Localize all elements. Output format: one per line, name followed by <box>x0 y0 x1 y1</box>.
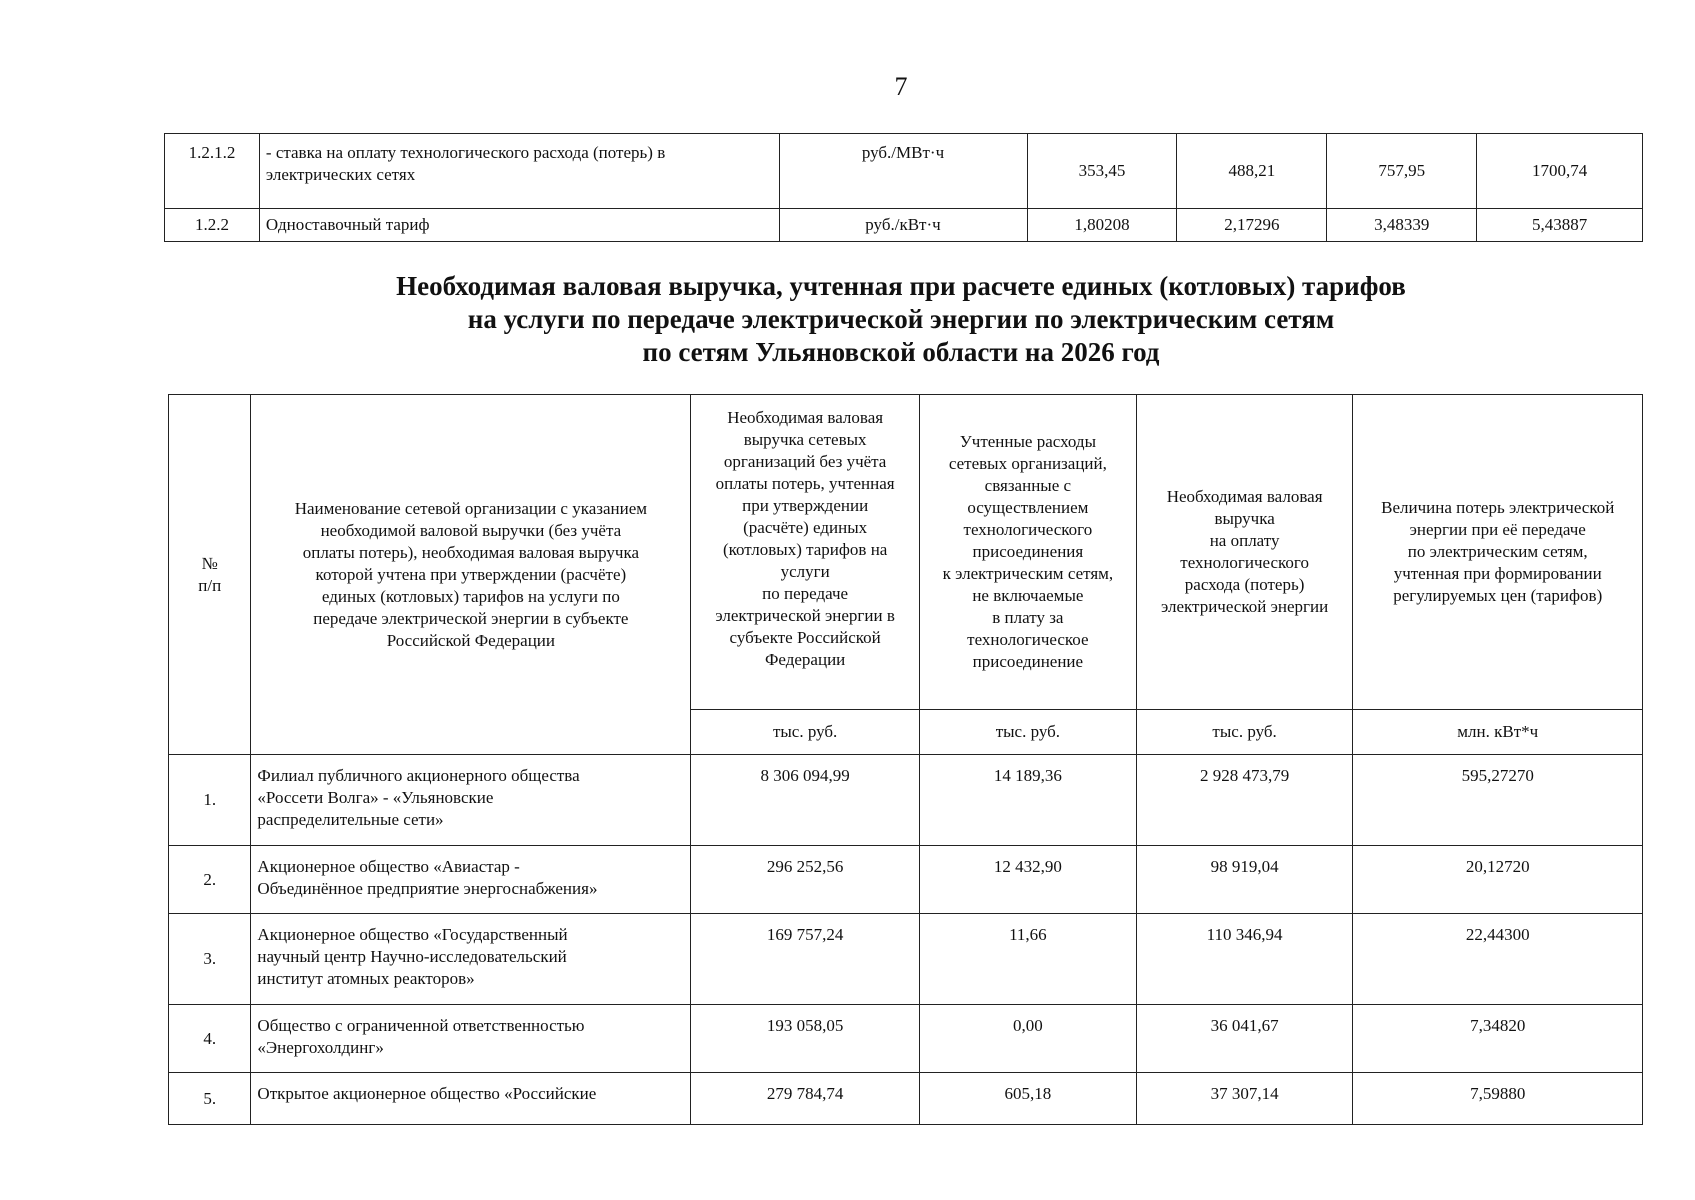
revenue-table <box>168 394 1643 1125</box>
cell-value: 14 189,36 <box>919 755 1136 846</box>
row-code: 1.2.1.2 <box>165 134 260 209</box>
unit-label: тыс. руб. <box>919 710 1136 755</box>
row-name-line: электрических сетях <box>265 165 416 184</box>
header-organization-name: Наименование сетевой организации с указанием необходимой валовой выручки (без учёта оплаты потерь), необходимая валовая выручка которой учтена при утверждении (расчёте) единых (котловых) тарифов на услуги по передаче электрической энергии в субъекте Российской Федерации <box>251 395 691 755</box>
cell-value: 193 058,05 <box>691 1005 920 1073</box>
row-value: 488,21 <box>1177 134 1327 209</box>
unit-label: тыс. руб. <box>691 710 920 755</box>
table-row <box>169 1073 1643 1125</box>
row-number: 3. <box>169 914 251 1005</box>
table-row <box>169 755 1643 846</box>
cell-value: 7,34820 <box>1353 1005 1643 1073</box>
cell-value: 36 041,67 <box>1136 1005 1353 1073</box>
title-line: на услуги по передаче электрической энергии по электрическим сетям <box>467 304 1335 334</box>
row-value: 1,80208 <box>1027 209 1177 242</box>
row-value: 5,43887 <box>1477 209 1643 242</box>
cell-value: 22,44300 <box>1353 914 1643 1005</box>
row-name-line: - ставка на оплату технологического расхода (потерь) в <box>265 143 666 162</box>
organization-name: Общество с ограниченной ответственностью «Энергохолдинг» <box>251 1005 691 1073</box>
table-row <box>169 846 1643 914</box>
tariff-row <box>165 134 1643 209</box>
row-name-line: Одноставочный тариф <box>265 215 430 234</box>
cell-value: 12 432,90 <box>919 846 1136 914</box>
cell-value: 595,27270 <box>1353 755 1643 846</box>
cell-value: 605,18 <box>919 1073 1136 1125</box>
row-name <box>259 134 779 209</box>
header-connection-expenses: Учтенные расходы сетевых организаций, связанные с осуществлением технологического присоединения к электрическим сетям, не включаемые в плату за технологическое присоединение <box>919 395 1136 710</box>
title-line: по сетям Ульяновской области на 2026 год <box>642 337 1160 367</box>
row-value: 757,95 <box>1327 134 1477 209</box>
row-number: 1. <box>169 755 251 846</box>
organization-name: Акционерное общество «Государственный научный центр Научно-исследовательский институт атомных реакторов» <box>251 914 691 1005</box>
cell-value: 110 346,94 <box>1136 914 1353 1005</box>
table-row <box>169 914 1643 1005</box>
cell-value: 8 306 094,99 <box>691 755 920 846</box>
cell-value: 98 919,04 <box>1136 846 1353 914</box>
header-number: № п/п <box>169 395 251 755</box>
row-value: 3,48339 <box>1327 209 1477 242</box>
header-revenue-without-losses: Необходимая валовая выручка сетевых организаций без учёта оплаты потерь, учтенная при утверждении (расчёте) единых (котловых) тарифов на услуги по передаче электрической энергии в субъекте Российской Федерации <box>691 395 920 710</box>
cell-value: 169 757,24 <box>691 914 920 1005</box>
tariff-row <box>165 209 1643 242</box>
cell-value: 296 252,56 <box>691 846 920 914</box>
unit-label: млн. кВт*ч <box>1353 710 1643 755</box>
row-number: 4. <box>169 1005 251 1073</box>
cell-value: 0,00 <box>919 1005 1136 1073</box>
cell-value: 279 784,74 <box>691 1073 920 1125</box>
tariff-table <box>164 133 1643 242</box>
cell-value: 7,59880 <box>1353 1073 1643 1125</box>
cell-value: 20,12720 <box>1353 846 1643 914</box>
header-losses-revenue: Необходимая валовая выручка на оплату технологического расхода (потерь) электрической энергии <box>1136 395 1353 710</box>
row-name <box>259 209 779 242</box>
cell-value: 37 307,14 <box>1136 1073 1353 1125</box>
header-row <box>169 395 1643 710</box>
section-title <box>0 270 1695 369</box>
title-line: Необходимая валовая выручка, учтенная при расчете единых (котловых) тарифов <box>396 271 1406 301</box>
row-value: 1700,74 <box>1477 134 1643 209</box>
cell-value: 11,66 <box>919 914 1136 1005</box>
row-unit: руб./кВт·ч <box>779 209 1027 242</box>
row-value: 2,17296 <box>1177 209 1327 242</box>
organization-name: Филиал публичного акционерного общества «Россети Волга» - «Ульяновские распределительные сети» <box>251 755 691 846</box>
cell-value: 2 928 473,79 <box>1136 755 1353 846</box>
row-number: 5. <box>169 1073 251 1125</box>
organization-name: Акционерное общество «Авиастар - Объединённое предприятие энергоснабжения» <box>251 846 691 914</box>
page-number: 7 <box>894 72 908 101</box>
row-value: 353,45 <box>1027 134 1177 209</box>
unit-label: тыс. руб. <box>1136 710 1353 755</box>
row-code: 1.2.2 <box>165 209 260 242</box>
row-number: 2. <box>169 846 251 914</box>
header-energy-losses: Величина потерь электрической энергии при её передаче по электрическим сетям, учтенная при формировании регулируемых цен (тарифов) <box>1353 395 1643 710</box>
row-unit: руб./МВт·ч <box>779 134 1027 209</box>
organization-name: Открытое акционерное общество «Российские <box>251 1073 691 1125</box>
table-row <box>169 1005 1643 1073</box>
